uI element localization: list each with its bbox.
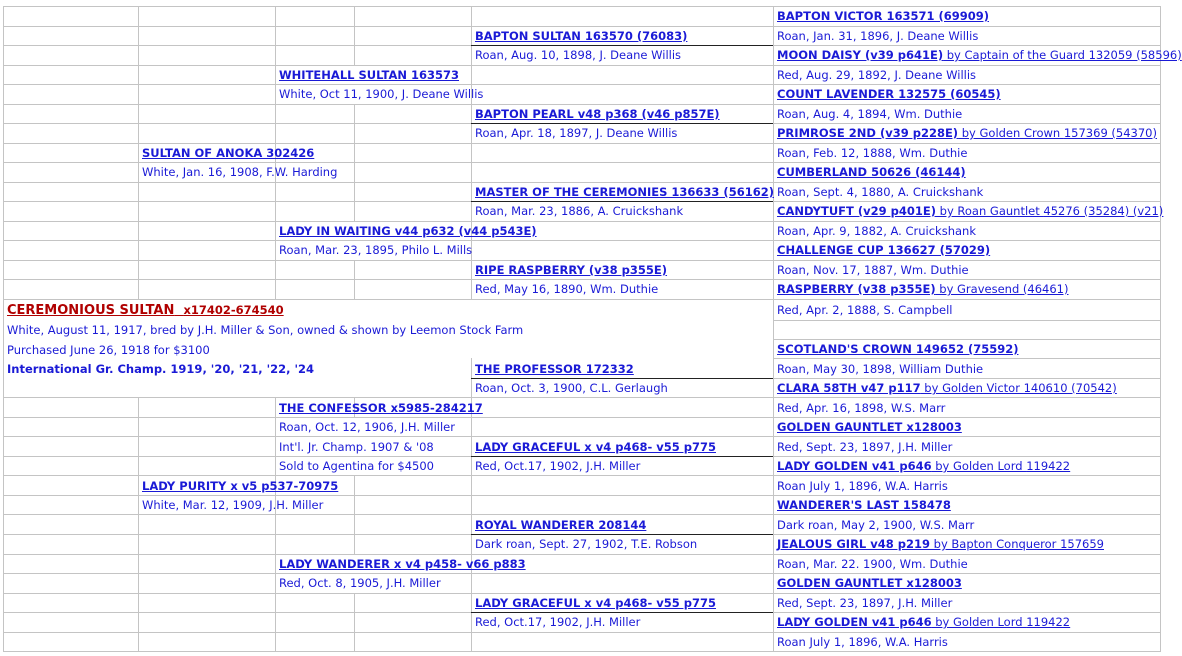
gen4-l-link[interactable]: LADY GOLDEN v41 p646 by Golden Lord 119422 (777, 459, 1071, 473)
gen4-f-link[interactable]: CANDYTUFT (v29 p401E) by Roan Gauntlet 45276 (35284) (v21) (777, 204, 1164, 218)
grid-line (3, 65, 1161, 66)
subject-purchase: Purchased June 26, 1918 for $3100 (7, 343, 210, 357)
gen4-k-link[interactable]: GOLDEN GAUNTLET x128003 (777, 420, 962, 434)
gen3-dds-link[interactable]: ROYAL WANDERER 208144 (475, 518, 647, 532)
gen3-sds-description: Roan, Mar. 23, 1886, A. Cruickshank (475, 204, 684, 218)
grid-line (3, 397, 1161, 398)
sire-description: White, Jan. 16, 1908, F.W. Harding (142, 165, 338, 179)
gen3-ssd-link[interactable]: BAPTON PEARL v48 p368 (v46 p857E) (475, 107, 720, 121)
grid-line (3, 514, 1161, 515)
dam-dam-description: Red, Oct. 8, 1905, J.H. Miller (279, 576, 441, 590)
gen4-l-description: Roan July 1, 1896, W.A. Harris (777, 479, 948, 493)
dam-dam-link[interactable]: LADY WANDERER x v4 p458- v66 p883 (279, 557, 526, 571)
gen4-n-link[interactable]: JEALOUS GIRL v48 p219 by Bapton Conqueror 157659 (777, 537, 1104, 551)
grid-line (773, 339, 1161, 340)
grid-line (773, 378, 1161, 379)
gen4-h-description: Red, Apr. 2, 1888, S. Campbell (777, 303, 953, 317)
grid-line (3, 534, 471, 535)
dam-sire-sale-note: Sold to Agentina for $4500 (279, 459, 434, 473)
sire-sire-description: White, Oct 11, 1900, J. Deane Willis (279, 87, 484, 101)
gen4-a-description: Roan, Jan. 31, 1896, J. Deane Willis (777, 29, 979, 43)
grid-line (471, 534, 773, 535)
grid-line (471, 612, 773, 613)
grid-line (3, 84, 1161, 85)
gen3-ddd-description: Red, Oct.17, 1902, J.H. Miller (475, 615, 641, 629)
grid-line (773, 534, 1161, 535)
gen3-dsd-description: Red, Oct.17, 1902, J.H. Miller (475, 459, 641, 473)
dam-description: White, Mar. 12, 1909, J.H. Miller (142, 498, 324, 512)
grid-line (773, 612, 1161, 613)
gen3-sss-description: Roan, Aug. 10, 1898, J. Deane Willis (475, 48, 682, 62)
gen3-sdd-description: Red, May 16, 1890, Wm. Duthie (475, 282, 659, 296)
grid-line (471, 378, 773, 379)
gen4-j-description: Red, Apr. 16, 1898, W.S. Marr (777, 401, 946, 415)
gen4-n-description: Roan, Mar. 22. 1900, Wm. Duthie (777, 557, 968, 571)
sire-dam-description: Roan, Mar. 23, 1895, Philo L. Mills (279, 243, 473, 257)
grid-line (3, 123, 471, 124)
gen4-c-link[interactable]: COUNT LAVENDER 132575 (60545) (777, 87, 1001, 101)
grid-line (3, 260, 1161, 261)
grid-line (3, 182, 1161, 183)
grid-line (3, 45, 471, 46)
dam-sire-link[interactable]: THE CONFESSOR x5985-284217 (279, 401, 483, 415)
gen3-ssd-description: Roan, Apr. 18, 1897, J. Deane Willis (475, 126, 678, 140)
gen4-i-link[interactable]: SCOTLAND'S CROWN 149652 (75592) (777, 342, 1019, 356)
grid-line (3, 475, 1161, 476)
grid-line (3, 456, 471, 457)
grid-line (773, 201, 1161, 202)
grid-line (773, 358, 1161, 359)
grid-line (471, 123, 773, 124)
gen4-d-description: Roan, Feb. 12, 1888, Wm. Duthie (777, 146, 968, 160)
grid-line (3, 299, 1161, 300)
gen4-e-link[interactable]: CUMBERLAND 50626 (46144) (777, 165, 966, 179)
subject-description: White, August 11, 1917, bred by J.H. Miller & Son, owned & shown by Leemon Stock Farm (7, 323, 524, 337)
grid-line (3, 632, 1161, 633)
sire-link[interactable]: SULTAN OF ANOKA 302426 (142, 146, 315, 160)
grid-line (3, 6, 1161, 7)
grid-line (773, 456, 1161, 457)
dam-sire-description: Roan, Oct. 12, 1906, J.H. Miller (279, 420, 455, 434)
grid-line (773, 123, 1161, 124)
grid-line (471, 45, 773, 46)
grid-line (3, 104, 1161, 105)
gen4-k-description: Red, Sept. 23, 1897, J.H. Miller (777, 440, 953, 454)
gen3-sds-link[interactable]: MASTER OF THE CEREMONIES 136633 (56162) (475, 185, 774, 199)
gen3-dss-description: Roan, Oct. 3, 1900, C.L. Gerlaugh (475, 381, 668, 395)
gen4-p-link[interactable]: LADY GOLDEN v41 p646 by Golden Lord 119422 (777, 615, 1071, 629)
grid-line (3, 573, 1161, 574)
gen4-h-link[interactable]: RASPBERRY (v38 p355E) by Gravesend (46461) (777, 282, 1069, 296)
sire-dam-link[interactable]: LADY IN WAITING v44 p632 (v44 p543E) (279, 224, 537, 238)
grid-line (3, 143, 1161, 144)
gen4-j-link[interactable]: CLARA 58TH v47 p117 by Golden Victor 140610 (70542) (777, 381, 1117, 395)
gen4-i-description: Roan, May 30, 1898, William Duthie (777, 362, 984, 376)
gen4-g-description: Roan, Nov. 17, 1887, Wm. Duthie (777, 263, 969, 277)
subject-name-link[interactable]: CEREMONIOUS SULTAN x17402-674540 (7, 303, 284, 318)
gen4-d-link[interactable]: PRIMROSE 2ND (v39 p228E) by Golden Crown 157369 (54370) (777, 126, 1157, 140)
grid-line (3, 221, 1161, 222)
grid-line (3, 162, 1161, 163)
gen4-c-description: Roan, Aug. 4, 1894, Wm. Duthie (777, 107, 963, 121)
subject-honors: International Gr. Champ. 1919, '20, '21, '22, '24 (7, 362, 315, 376)
gen4-b-description: Red, Aug. 29, 1892, J. Deane Willis (777, 68, 977, 82)
grid-line (773, 45, 1161, 46)
gen4-o-link[interactable]: GOLDEN GAUNTLET x128003 (777, 576, 962, 590)
gen4-m-link[interactable]: WANDERER'S LAST 158478 (777, 498, 951, 512)
grid-line (773, 320, 1161, 321)
grid-line (471, 456, 773, 457)
gen4-m-description: Dark roan, May 2, 1900, W.S. Marr (777, 518, 975, 532)
grid-line (3, 554, 1161, 555)
gen3-sss-link[interactable]: BAPTON SULTAN 163570 (76083) (475, 29, 688, 43)
gen4-f-description: Roan, Apr. 9, 1882, A. Cruickshank (777, 224, 976, 238)
grid-line (3, 240, 1161, 241)
dam-sire-honors: Int'l. Jr. Champ. 1907 & '08 (279, 440, 434, 454)
grid-line (3, 436, 1161, 437)
gen4-p-description: Roan July 1, 1896, W.A. Harris (777, 635, 948, 649)
gen3-dss-link[interactable]: THE PROFESSOR 172332 (475, 362, 634, 376)
grid-line (3, 201, 471, 202)
gen4-o-description: Red, Sept. 23, 1897, J.H. Miller (777, 596, 953, 610)
grid-line (471, 201, 773, 202)
grid-line (3, 26, 1161, 27)
grid-line (3, 651, 1161, 652)
grid-line (3, 593, 1161, 594)
grid-line (354, 593, 355, 651)
gen4-b-link[interactable]: MOON DAISY (v39 p641E) by Captain of the Guard 132059 (58596) (777, 48, 1182, 62)
gen3-sdd-link[interactable]: RIPE RASPBERRY (v38 p355E) (475, 263, 668, 277)
grid-line (3, 417, 1161, 418)
grid-line (3, 279, 1161, 280)
grid-line (3, 495, 1161, 496)
gen4-a-link[interactable]: BAPTON VICTOR 163571 (69909) (777, 9, 989, 23)
gen3-dsd-link[interactable]: LADY GRACEFUL x v4 p468- v55 p775 (475, 440, 716, 454)
sire-sire-link[interactable]: WHITEHALL SULTAN 163573 (279, 68, 460, 82)
gen4-e-description: Roan, Sept. 4, 1880, A. Cruickshank (777, 185, 984, 199)
grid-line (354, 6, 355, 65)
gen4-g-link[interactable]: CHALLENGE CUP 136627 (57029) (777, 243, 991, 257)
gen3-ddd-link[interactable]: LADY GRACEFUL x v4 p468- v55 p775 (475, 596, 716, 610)
dam-link[interactable]: LADY PURITY x v5 p537-70975 (142, 479, 339, 493)
grid-line (138, 6, 139, 299)
grid-line (3, 612, 471, 613)
gen3-dds-description: Dark roan, Sept. 27, 1902, T.E. Robson (475, 537, 698, 551)
